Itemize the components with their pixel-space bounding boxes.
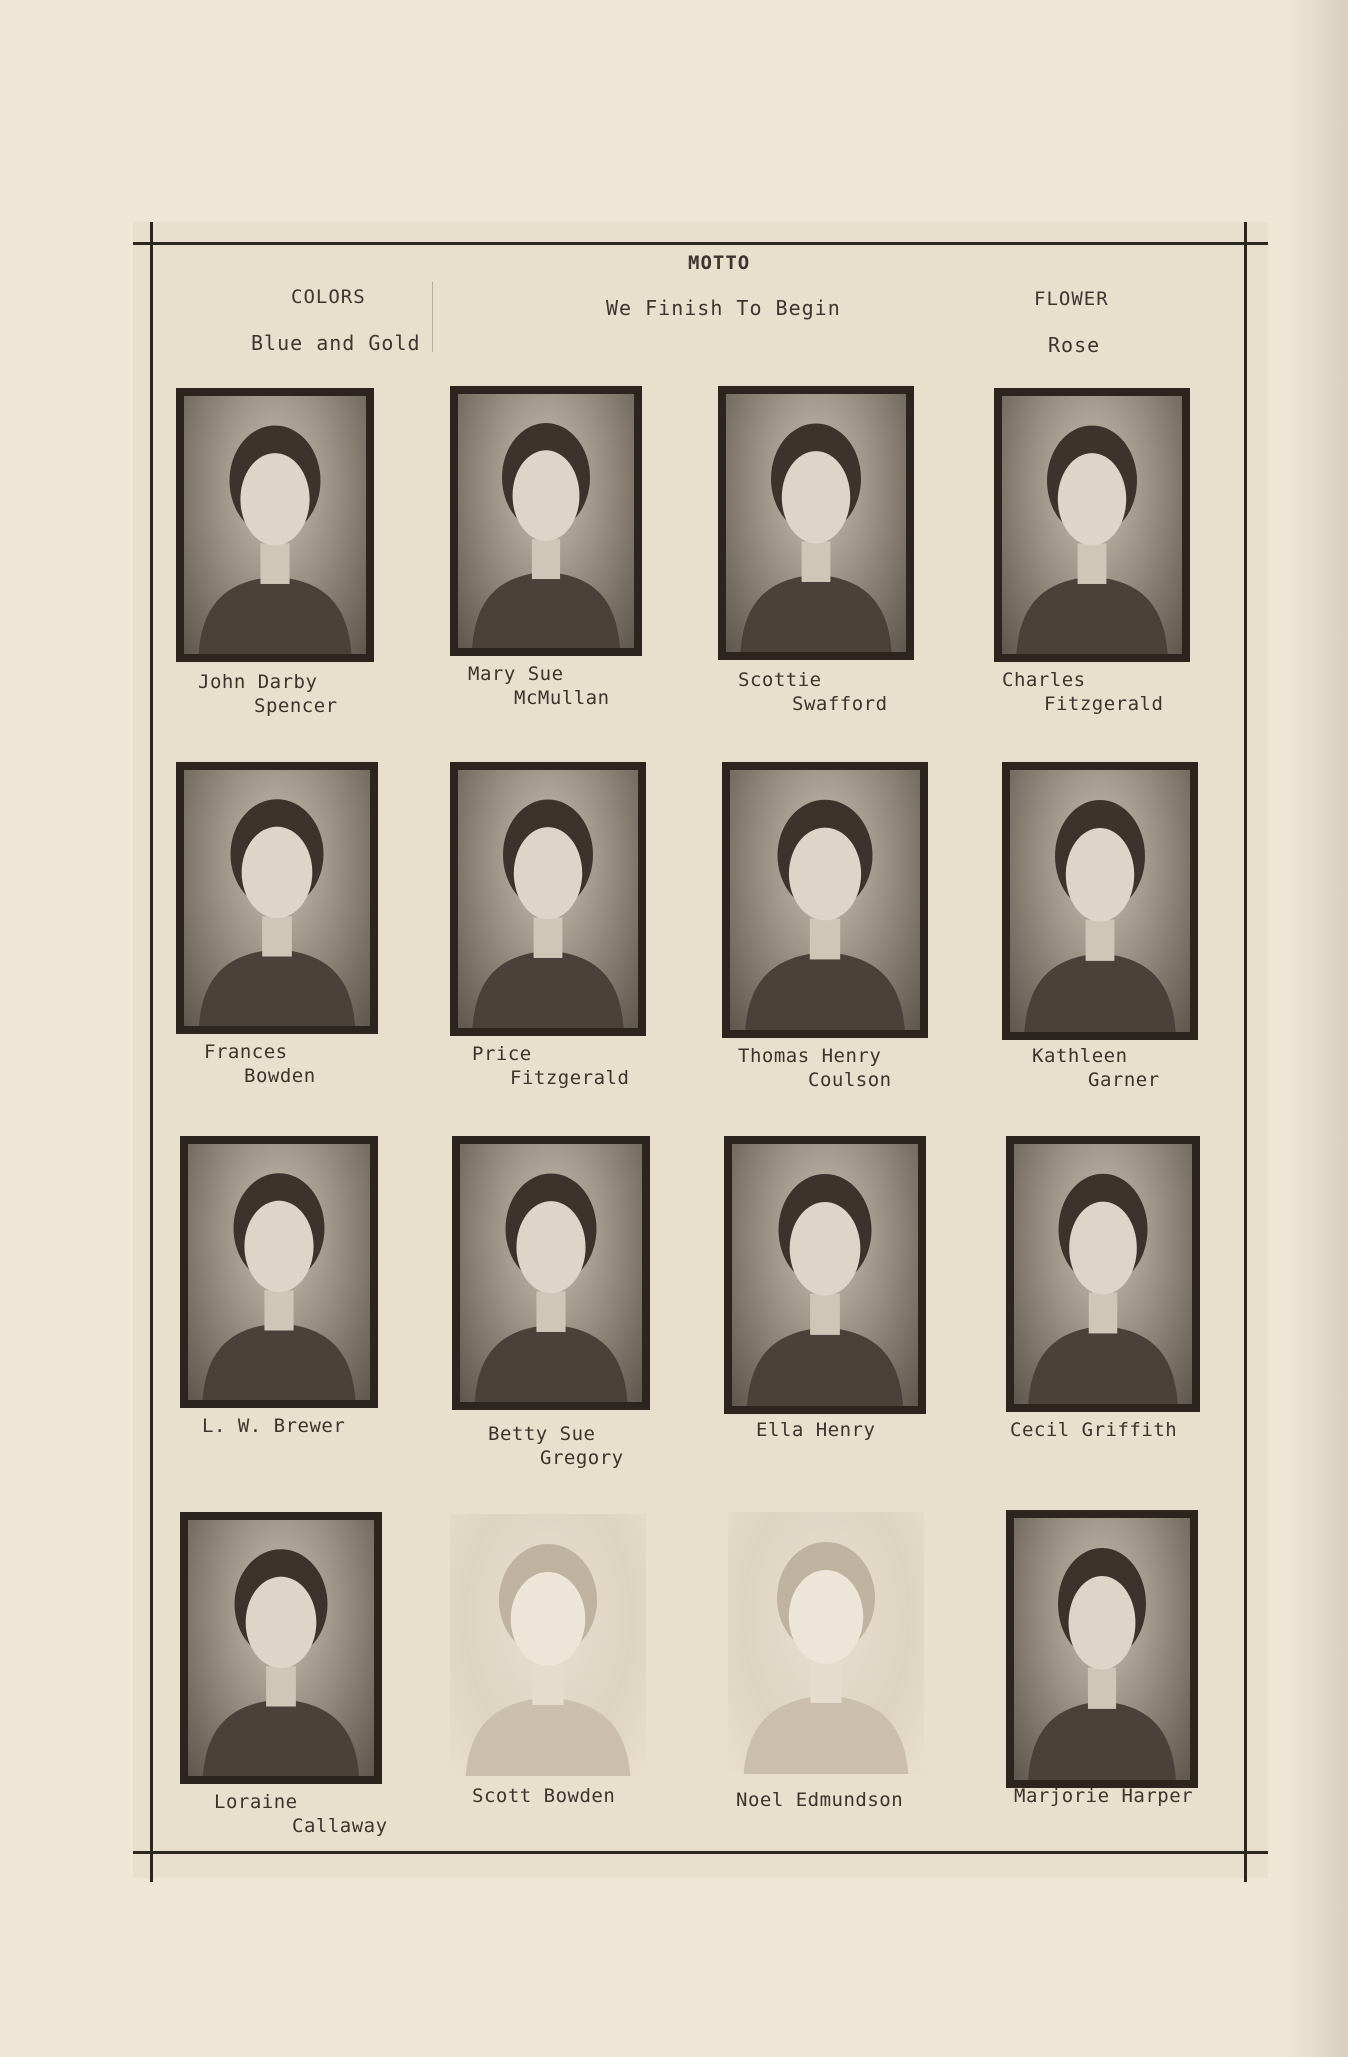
student-name — [198, 670, 338, 718]
student-first-name: Charles — [1002, 669, 1086, 691]
portrait-photo — [1014, 1518, 1190, 1780]
portrait-photo — [728, 1512, 924, 1774]
student-last-name: Callaway — [292, 1815, 388, 1837]
bottom-border-line — [133, 1851, 1268, 1854]
student-last-name: Fitzgerald — [510, 1067, 630, 1089]
portrait-silhouette — [728, 1512, 924, 1774]
student-name — [1010, 1418, 1177, 1442]
portrait-silhouette — [188, 1520, 374, 1776]
student-portrait — [450, 386, 642, 656]
colors-text: Blue and Gold — [251, 331, 421, 355]
student-portrait — [1006, 1136, 1200, 1412]
student-portrait — [176, 762, 378, 1034]
portrait-photo — [188, 1144, 370, 1400]
student-name — [1032, 1044, 1160, 1092]
student-portrait — [718, 386, 914, 660]
portrait-photo — [1014, 1144, 1192, 1404]
student-first-name: Scott Bowden — [472, 1785, 616, 1807]
portrait-silhouette — [458, 394, 634, 648]
student-name — [202, 1414, 345, 1438]
student-first-name: Thomas Henry — [738, 1045, 882, 1067]
student-portrait — [176, 388, 374, 662]
colors-label: COLORS — [291, 286, 366, 308]
portrait-silhouette — [1014, 1144, 1192, 1404]
student-name — [736, 1788, 903, 1812]
student-last-name: Coulson — [808, 1069, 892, 1091]
portrait-silhouette — [1010, 770, 1190, 1032]
portrait-silhouette — [726, 394, 906, 652]
student-portrait — [180, 1512, 382, 1784]
portrait-silhouette — [1014, 1518, 1190, 1780]
student-last-name: Gregory — [540, 1447, 624, 1469]
student-first-name: L. W. Brewer — [202, 1415, 346, 1437]
student-first-name: Loraine — [214, 1791, 298, 1813]
portrait-silhouette — [188, 1144, 370, 1400]
student-name — [472, 1042, 629, 1090]
student-first-name: Frances — [204, 1041, 288, 1063]
student-name — [1002, 668, 1163, 716]
portrait-photo — [184, 396, 366, 654]
flower-text: Rose — [1048, 333, 1101, 357]
page-edge-shadow — [1288, 0, 1348, 2057]
student-first-name: Kathleen — [1032, 1045, 1128, 1067]
student-first-name: Scottie — [738, 669, 822, 691]
portrait-silhouette — [450, 1514, 646, 1776]
student-portrait — [452, 1136, 650, 1410]
student-first-name: Cecil Griffith — [1010, 1419, 1178, 1441]
student-portrait — [722, 762, 928, 1038]
portrait-silhouette — [460, 1144, 642, 1402]
student-name — [738, 1044, 892, 1092]
student-portrait — [450, 762, 646, 1036]
student-name — [756, 1418, 875, 1442]
student-name — [214, 1790, 388, 1838]
portrait-photo — [730, 770, 920, 1030]
portrait-photo — [450, 1514, 646, 1776]
student-name — [1014, 1784, 1193, 1808]
left-border-line — [150, 222, 153, 1882]
portrait-photo — [458, 770, 638, 1028]
student-portrait — [724, 1136, 926, 1414]
divider-line — [432, 282, 433, 352]
student-name — [738, 668, 888, 716]
student-last-name: Spencer — [254, 695, 338, 717]
student-portrait — [1002, 762, 1198, 1040]
student-last-name: Garner — [1088, 1069, 1160, 1091]
portrait-photo — [732, 1144, 918, 1406]
student-first-name: Noel Edmundson — [736, 1789, 904, 1811]
student-name — [468, 662, 610, 710]
student-name — [472, 1784, 615, 1808]
top-border-line — [133, 242, 1268, 245]
student-name — [204, 1040, 316, 1088]
portrait-silhouette — [1002, 396, 1182, 654]
student-name — [488, 1422, 624, 1470]
portrait-photo — [184, 770, 370, 1026]
portrait-silhouette — [184, 770, 370, 1026]
portrait-silhouette — [730, 770, 920, 1030]
portrait-silhouette — [184, 396, 366, 654]
portrait-silhouette — [732, 1144, 918, 1406]
student-portrait — [1006, 1510, 1198, 1788]
student-first-name: Betty Sue — [488, 1423, 596, 1445]
portrait-photo — [188, 1520, 374, 1776]
student-first-name: Mary Sue — [468, 663, 564, 685]
portrait-photo — [460, 1144, 642, 1402]
portrait-photo — [458, 394, 634, 648]
student-portrait — [180, 1136, 378, 1408]
student-first-name: John Darby — [198, 671, 318, 693]
portrait-silhouette — [458, 770, 638, 1028]
student-last-name: McMullan — [514, 687, 610, 709]
portrait-photo — [1002, 396, 1182, 654]
student-portrait — [994, 388, 1190, 662]
portrait-photo — [1010, 770, 1190, 1032]
student-first-name: Marjorie Harper — [1014, 1785, 1194, 1807]
portrait-photo — [726, 394, 906, 652]
student-last-name: Bowden — [244, 1065, 316, 1087]
student-portrait — [450, 1514, 646, 1776]
student-last-name: Swafford — [792, 693, 888, 715]
student-first-name: Ella Henry — [756, 1419, 876, 1441]
motto-text: We Finish To Begin — [606, 296, 841, 320]
flower-label: FLOWER — [1034, 288, 1109, 310]
student-portrait — [728, 1512, 924, 1774]
right-border-line — [1244, 222, 1247, 1882]
student-last-name: Fitzgerald — [1044, 693, 1164, 715]
motto-label: MOTTO — [688, 252, 751, 274]
student-first-name: Price — [472, 1043, 532, 1065]
